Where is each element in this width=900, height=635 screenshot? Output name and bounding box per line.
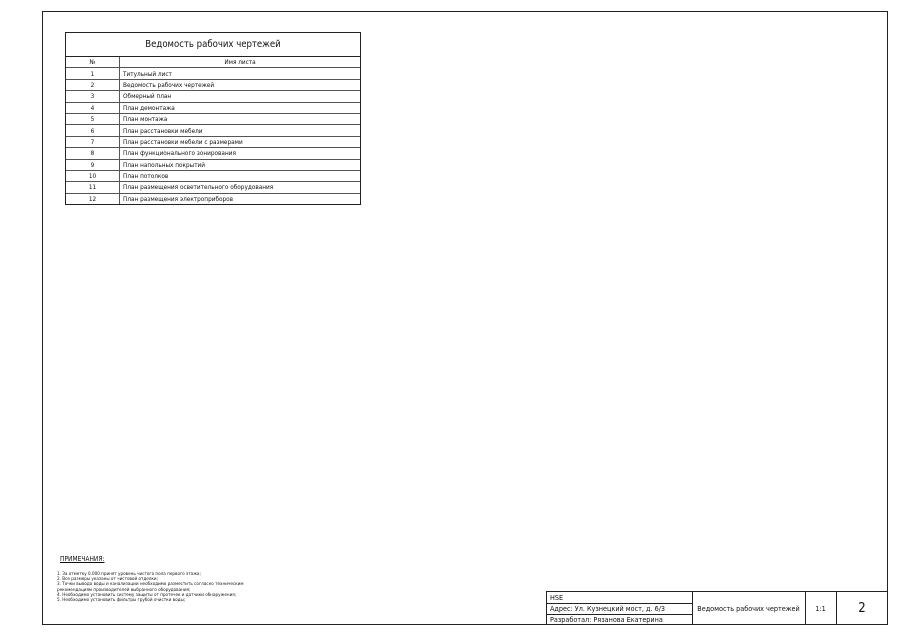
column-header-sheet-name: Имя листа (120, 57, 361, 68)
table-row (66, 193, 360, 204)
sheet-register-grid (66, 57, 360, 204)
row-sheet-name: План функционального зонирования (120, 148, 361, 159)
column-header-number: № (66, 57, 120, 68)
table-header-row (66, 57, 360, 68)
developer-label: Разработал: Рязанова Екатерина (550, 615, 663, 624)
scale-value: 1:1 (815, 604, 826, 613)
notes-section (57, 546, 297, 603)
row-number: 11 (66, 182, 120, 193)
row-number: 7 (66, 136, 120, 147)
row-sheet-name: Ведомость рабочих чертежей (120, 79, 361, 90)
row-number: 9 (66, 159, 120, 170)
row-sheet-name: Обмерный план (120, 91, 361, 102)
table-row (66, 136, 360, 147)
sheet-number: 2 (858, 601, 866, 616)
sheet-register-table (65, 32, 361, 205)
table-row (66, 125, 360, 136)
note-line: 2. Все размеры указаны от чистовой отделки; (57, 577, 159, 583)
row-sheet-name: План напольных покрытий (120, 159, 361, 170)
organization-label: HSE (550, 593, 564, 602)
row-sheet-name: План размещения осветительного оборудования (120, 182, 361, 193)
address-label: Адрес: Ул. Кузнецкий мост, д. 6/3 (550, 604, 666, 613)
note-line: 5. Необходимо установить фильтры грубой очистки воды; (57, 598, 186, 604)
row-sheet-name: План демонтажа (120, 102, 361, 113)
sheet-register-title: Ведомость рабочих чертежей (66, 33, 360, 57)
table-row (66, 170, 360, 181)
row-sheet-name: План расстановки мебели с размерами (120, 136, 361, 147)
row-number: 4 (66, 102, 120, 113)
note-line: 1. За отметку 0.000 принят уровень чистого пола первого этажа; (57, 572, 201, 577)
table-row (66, 91, 360, 102)
row-number: 1 (66, 68, 120, 79)
table-row (66, 113, 360, 124)
row-number: 2 (66, 79, 120, 90)
note-line: рекомендациям производителей выбранного оборудования; (57, 587, 191, 593)
notes-title: ПРИМЕЧАНИЯ: (60, 555, 105, 563)
row-sheet-name: План монтажа (120, 113, 361, 124)
table-row (66, 159, 360, 170)
row-sheet-name: Титульный лист (120, 68, 361, 79)
row-sheet-name: План размещения электроприборов (123, 194, 234, 203)
sheet-title: Ведомость рабочих чертежей (697, 604, 800, 613)
table-row (66, 79, 360, 90)
table-row (66, 148, 360, 159)
note-line: 4. Необходимо установить систему защиты от протечек и датчики обнаружения; (57, 592, 237, 598)
table-row (66, 68, 360, 79)
row-number: 3 (66, 91, 120, 102)
row-number: 8 (66, 148, 120, 159)
row-sheet-name: План расстановки мебели (120, 125, 361, 136)
row-sheet-name: План потолков (120, 170, 361, 181)
title-block (546, 591, 888, 625)
table-row (66, 102, 360, 113)
row-number: 6 (66, 125, 120, 136)
note-line: 3. Точки вывода воды и канализации необходимо разместить согласно техническим (57, 582, 244, 588)
row-number: 12 (66, 193, 120, 204)
table-row (66, 182, 360, 193)
row-number: 10 (66, 170, 120, 181)
row-number: 5 (66, 113, 120, 124)
